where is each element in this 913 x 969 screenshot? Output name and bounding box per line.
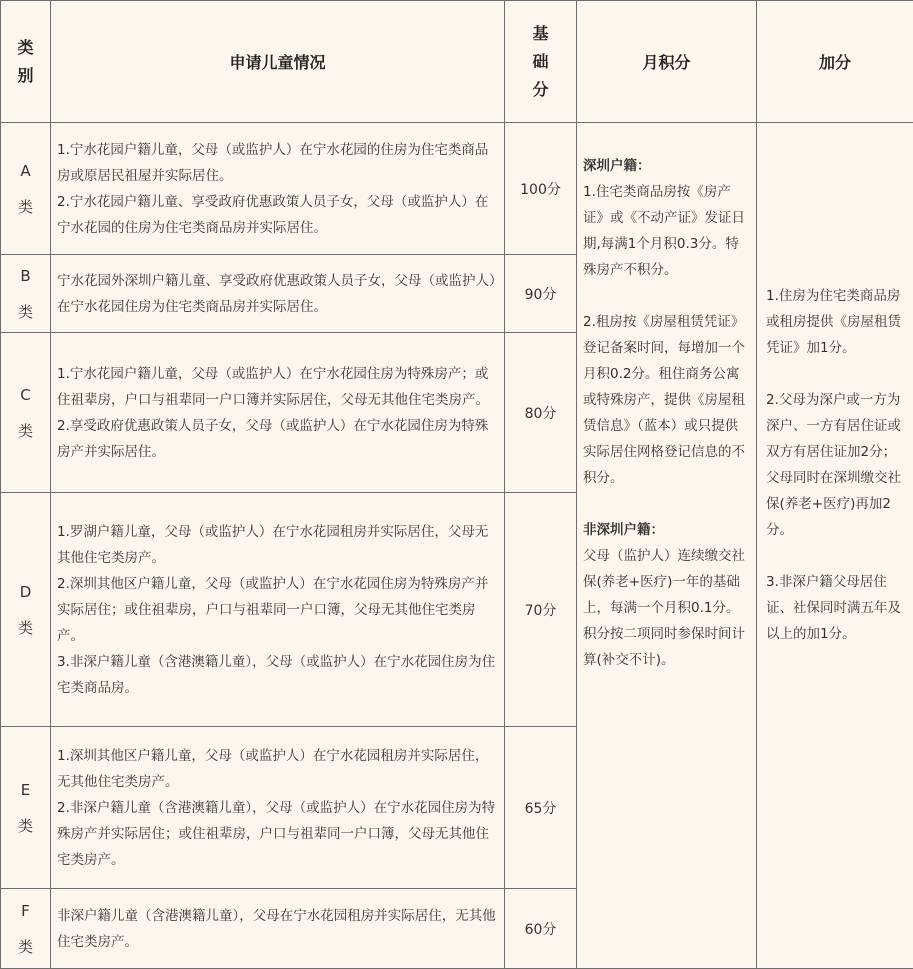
- base-points-a: 100分: [505, 123, 577, 255]
- base-points-f: 60分: [505, 889, 577, 969]
- base-points-e: 65分: [505, 727, 577, 889]
- base-points-d: 70分: [505, 493, 577, 727]
- conditions-d: 1.罗湖户籍儿童，父母（或监护人）在宁水花园租房并实际居住，父母无其他住宅类房产。 2.深圳其他区户籍儿童，父母（或监护人）在宁水花园住房为特殊房产并实际居住；或住祖辈房，户口与祖辈同一户口簿，父母无其他住宅类房产。 3.非深户籍儿童（含港澳籍儿童），父母（或监护人）在宁水花园住房为住宅类商品房。: [51, 493, 505, 727]
- base-points-b: 90分: [505, 255, 577, 333]
- conditions-e: 1.深圳其他区户籍儿童，父母（或监护人）在宁水花园租房并实际居住，无其他住宅类房产。 2.非深户籍儿童（含港澳籍儿童），父母（或监护人）在宁水花园住房为特殊房产并实际居住；或住祖辈房，户口与祖辈同一户口簿，父母无其他住宅类房产。: [51, 727, 505, 889]
- category-a: A 类: [1, 123, 51, 255]
- header-monthly-points: 月积分: [577, 1, 757, 123]
- header-situation: 申请儿童情况: [51, 1, 505, 123]
- header-category: 类 别: [1, 1, 51, 123]
- conditions-a: 1.宁水花园户籍儿童，父母（或监护人）在宁水花园的住房为住宅类商品房或原居民祖屋并实际居住。 2.宁水花园户籍儿童、享受政府优惠政策人员子女，父母（或监护人）在宁水花园的住房为住宅类商品房并实际居住。: [51, 123, 505, 255]
- conditions-c: 1.宁水花园户籍儿童，父母（或监护人）在宁水花园住房为特殊房产；或住祖辈房，户口与祖辈同一户口簿并实际居住，父母无其他住宅类房产。 2.享受政府优惠政策人员子女，父母（或监护人）在宁水花园住房为特殊房产并实际居住。: [51, 333, 505, 493]
- table-row: [1, 123, 913, 255]
- header-base-points: 基 础 分: [505, 1, 577, 123]
- category-e: E 类: [1, 727, 51, 889]
- conditions-f: 非深户籍儿童（含港澳籍儿童），父母在宁水花园租房并实际居住，无其他住宅类房产。: [51, 889, 505, 969]
- monthly-points-rules: 深圳户籍： 1.住宅类商品房按《房产证》或《不动产证》发证日期,每满1个月积0.3分。特殊房产不积分。 2.租房按《房屋租赁凭证》登记备案时间，每增加一个月积0.2分。租住商务公寓或特殊房产，提供《房屋租赁信息》（蓝本）或只提供实际居住网格登记信息的不积分。 非深圳户籍： 父母（监护人）连续缴交社保(养老+医疗)一年的基础上，每满一个月积0.1分。积分按二项同时参保时间计算(补交不计)。: [577, 123, 757, 969]
- category-f: F 类: [1, 889, 51, 969]
- header-row: [1, 1, 913, 123]
- category-c: C 类: [1, 333, 51, 493]
- conditions-b: 宁水花园外深圳户籍儿童、享受政府优惠政策人员子女，父母（或监护人）在宁水花园住房为住宅类商品房并实际居住。: [51, 255, 505, 333]
- base-points-c: 80分: [505, 333, 577, 493]
- header-bonus-points: 加分: [757, 1, 913, 123]
- bonus-points-rules: 1.住房为住宅类商品房或租房提供《房屋租赁凭证》加1分。 2.父母为深户或一方为深户、一方有居住证或双方有居住证加2分；父母同时在深圳缴交社保(养老+医疗)再加2分。 3.非深户籍父母居住证、社保同时满五年及以上的加1分。: [757, 123, 913, 969]
- category-b: B 类: [1, 255, 51, 333]
- category-d: D 类: [1, 493, 51, 727]
